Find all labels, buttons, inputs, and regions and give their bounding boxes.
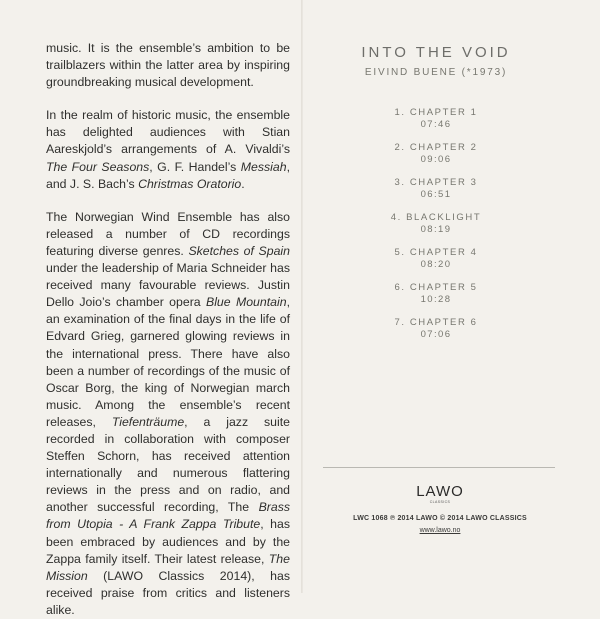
work-title: Brass from Utopia - A Frank Zappa Tribute xyxy=(46,500,290,532)
track-item xyxy=(316,212,556,247)
composer-name: EIVIND BUENE (*1973) xyxy=(364,67,508,78)
track-duration: 07:06 xyxy=(420,329,452,340)
work-title: Tiefenträume xyxy=(111,414,185,429)
track-duration: 06:51 xyxy=(420,189,452,200)
track-title: 7. CHAPTER 6 xyxy=(394,317,478,328)
body-paragraph xyxy=(46,209,290,619)
track-title: 2. CHAPTER 2 xyxy=(394,142,478,153)
track-title: 6. CHAPTER 5 xyxy=(394,282,478,293)
text-run: The Norwegian Wind Ensemble has also released a number of CD recordings featuring diverse genres. xyxy=(46,209,290,258)
text-run: , an examination of the final days in the life of Edvard Grieg, garnered glowing reviews in the international press. There have also been a number of recordings of the music of Oscar Borg, the king of Norwegian march music. Among the ensemble’s recent releases, xyxy=(46,295,290,429)
text-run: under the leadership of Maria Schneider has received many favourable reviews. Justin Dello Joio’s chamber opera xyxy=(46,261,290,310)
track-title: 5. CHAPTER 4 xyxy=(394,247,478,258)
work-title: Sketches of Spain xyxy=(188,243,291,258)
track-item xyxy=(316,107,556,142)
logo-wordmark: LAWO xyxy=(416,483,464,500)
track-duration: 09:06 xyxy=(420,154,452,165)
work-title: The Four Seasons xyxy=(46,159,150,174)
text-run: music. It is the ensemble’s ambition to be trailblazers within the latter area by inspiring groundbreaking musical development. xyxy=(46,41,290,90)
text-run: , a jazz suite recorded in collaboration with composer Steffen Schorn, has received attention internationally and numerous flattering reviews in the press and on radio, and another successful recording, The xyxy=(46,414,290,515)
text-run: In the realm of historic music, the ensemble has delighted audiences with Stian Aareskjold’s arrangements of A. Vivaldi’s xyxy=(46,108,290,157)
work-title: The Mission xyxy=(46,551,290,583)
track-duration: 08:19 xyxy=(420,224,452,235)
page-fold xyxy=(301,0,303,593)
track-duration: 08:20 xyxy=(420,259,452,270)
track-item xyxy=(316,247,556,282)
track-item xyxy=(316,142,556,177)
track-title: 3. CHAPTER 3 xyxy=(394,177,478,188)
track-item xyxy=(316,177,556,212)
body-paragraph xyxy=(46,40,290,91)
text-run: , has been embraced by audiences and by the Zappa family itself. Their latest release, xyxy=(46,517,290,566)
track-duration: 07:46 xyxy=(420,119,452,130)
track-title: 4. BLACKLIGHT xyxy=(390,212,482,223)
track-duration: 10:28 xyxy=(420,294,452,305)
text-run: , and J. S. Bach’s xyxy=(46,159,290,191)
biography-text xyxy=(46,40,290,619)
text-run: (LAWO Classics 2014), has received praise from critics and listeners alike. xyxy=(46,568,290,617)
website-link[interactable]: www.lawo.no xyxy=(419,527,461,534)
track-list xyxy=(316,107,556,352)
lawo-logo xyxy=(405,484,475,505)
text-run: . xyxy=(241,176,245,191)
track-item xyxy=(316,317,556,352)
body-paragraph xyxy=(46,107,290,192)
track-item xyxy=(316,282,556,317)
divider-line xyxy=(323,467,555,468)
text-run: , G. F. Handel’s xyxy=(149,159,241,174)
work-title: Messiah xyxy=(240,159,287,174)
track-title: 1. CHAPTER 1 xyxy=(394,107,478,118)
logo-subtext: CLASSICS xyxy=(429,500,451,504)
tracklist-panel xyxy=(316,44,556,352)
catalog-copyright: LWC 1068 ℗ 2014 LAWO © 2014 LAWO CLASSICS xyxy=(353,515,527,522)
work-title: Blue Mountain xyxy=(206,295,287,310)
work-title: Christmas Oratorio xyxy=(138,176,242,191)
album-title: INTO THE VOID xyxy=(361,44,511,61)
